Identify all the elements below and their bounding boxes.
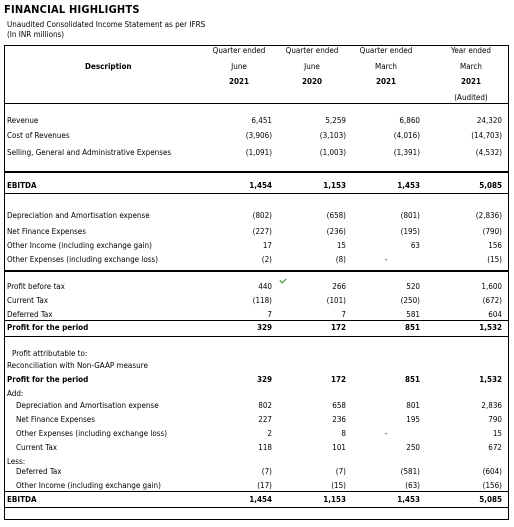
row-label: EBITDA: [7, 181, 37, 190]
table-cell: 1,453: [397, 181, 420, 190]
table-cell: 195: [406, 415, 420, 424]
row-label: EBITDA: [7, 495, 37, 504]
table-cell: 236: [332, 415, 346, 424]
table-cell: 802: [258, 401, 272, 410]
table-cell: 172: [330, 375, 346, 384]
table-cell: (15): [487, 255, 502, 264]
table-cell: (17): [257, 481, 272, 490]
table-cell: 7: [341, 310, 346, 319]
table-cell: 1,453: [397, 495, 420, 504]
column-header-line: Quarter ended: [359, 46, 413, 55]
column-header-line: Quarter ended: [285, 46, 339, 55]
row-label: Other Expenses (including exchange loss): [7, 255, 159, 264]
table-cell: 604: [488, 310, 502, 319]
column-header-line: 2021: [228, 77, 250, 86]
table-cell: 801: [406, 401, 420, 410]
table-cell: 6,860: [399, 116, 420, 125]
table-cell: 658: [332, 401, 346, 410]
table-cell: 790: [488, 415, 502, 424]
statement-subtitle: Unaudited Consolidated Income Statement as per IFRS: [7, 20, 206, 29]
table-cell: 24,320: [476, 116, 502, 125]
table-cell: 1,532: [479, 375, 502, 384]
table-cell: (1,003): [319, 148, 346, 157]
table-cell: (101): [326, 296, 346, 305]
page-title: FINANCIAL HIGHLIGHTS: [4, 3, 140, 16]
row-label: Net Finance Expenses: [16, 415, 95, 424]
column-header-line: 2021: [375, 77, 397, 86]
row-divider: [4, 336, 509, 337]
table-cell: (156): [482, 481, 502, 490]
row-label: Revenue: [7, 116, 39, 125]
row-label: Reconciliation with Non-GAAP measure: [7, 361, 148, 370]
table-cell: (3,906): [245, 131, 272, 140]
row-label: Selling, General and Administrative Expenses: [7, 148, 172, 157]
table-cell: 156: [488, 241, 502, 250]
table-cell: 8: [341, 429, 346, 438]
column-header-line: March: [375, 61, 397, 71]
table-cell: (672): [482, 296, 502, 305]
table-cell: (3,103): [319, 131, 346, 140]
row-divider: [4, 270, 509, 272]
table-cell: 101: [332, 443, 346, 452]
row-divider: [4, 103, 509, 104]
table-cell: -: [384, 255, 388, 264]
row-divider: [4, 193, 509, 194]
table-cell: (2): [261, 255, 272, 264]
row-label: Other Expenses (including exchange loss): [16, 429, 168, 438]
description-header: Description: [85, 62, 132, 71]
table-cell: (14,703): [471, 131, 502, 140]
table-cell: -: [384, 429, 388, 438]
table-cell: 329: [256, 375, 272, 384]
row-label: Depreciation and Amortisation expense: [16, 401, 159, 410]
row-label: Current Tax: [16, 443, 58, 452]
table-cell: (581): [400, 467, 420, 476]
table-cell: 7: [267, 310, 272, 319]
row-label: Cost of Revenues: [7, 131, 70, 140]
row-label: Depreciation and Amortisation expense: [7, 211, 150, 220]
table-cell: 17: [262, 241, 272, 250]
table-cell: 520: [406, 282, 420, 291]
table-cell: 1,454: [249, 181, 272, 190]
row-label: Other Income (including exchange gain): [16, 481, 161, 490]
row-label: Profit for the period: [7, 323, 89, 332]
table-cell: 5,259: [325, 116, 346, 125]
row-divider: [4, 507, 509, 508]
table-cell: (4,532): [475, 148, 502, 157]
table-cell: 266: [332, 282, 346, 291]
row-label: Other Income (including exchange gain): [7, 241, 152, 250]
table-cell: 440: [258, 282, 272, 291]
table-cell: 1,600: [481, 282, 502, 291]
column-header-line: Year ended: [451, 46, 491, 55]
row-label: Add:: [7, 389, 24, 398]
table-cell: 329: [256, 323, 272, 332]
table-cell: (604): [482, 467, 502, 476]
row-label: Deferred Tax: [7, 310, 53, 319]
column-header-line: March: [460, 61, 482, 71]
column-header-line: (Audited): [454, 92, 488, 102]
table-cell: 227: [258, 415, 272, 424]
table-cell: 2,836: [481, 401, 502, 410]
table-cell: 5,085: [479, 495, 502, 504]
table-cell: 1,454: [249, 495, 272, 504]
table-cell: (1,391): [393, 148, 420, 157]
column-header-line: June: [231, 61, 247, 71]
table-cell: 1,532: [479, 323, 502, 332]
row-divider: [4, 491, 509, 492]
table-cell: (790): [482, 227, 502, 236]
column-header-line: 2020: [301, 77, 323, 86]
row-divider: [4, 171, 509, 173]
row-label: Net Finance Expenses: [7, 227, 86, 236]
table-cell: (2,836): [475, 211, 502, 220]
table-cell: (195): [400, 227, 420, 236]
table-cell: (8): [335, 255, 346, 264]
table-cell: 2: [267, 429, 272, 438]
table-cell: (802): [252, 211, 272, 220]
table-cell: 6,451: [251, 116, 272, 125]
row-label: Profit for the period: [7, 375, 89, 384]
table-cell: 851: [404, 375, 420, 384]
table-cell: 63: [410, 241, 420, 250]
units-note: (In INR millions): [7, 30, 65, 39]
row-label: Deferred Tax: [16, 467, 62, 476]
table-cell: 172: [330, 323, 346, 332]
row-label: Profit before tax: [7, 282, 65, 291]
table-cell: (7): [335, 467, 346, 476]
column-header-line: Quarter ended: [212, 46, 266, 55]
table-cell: 15: [336, 241, 346, 250]
table-cell: 672: [488, 443, 502, 452]
table-cell: 250: [406, 443, 420, 452]
table-cell: 1,153: [323, 495, 346, 504]
table-cell: 851: [404, 323, 420, 332]
table-cell: (4,016): [393, 131, 420, 140]
table-cell: 1,153: [323, 181, 346, 190]
row-divider: [4, 320, 509, 321]
row-label: Profit attributable to:: [12, 349, 88, 358]
table-cell: (236): [326, 227, 346, 236]
row-label: Current Tax: [7, 296, 49, 305]
table-cell: 581: [406, 310, 420, 319]
table-cell: 15: [492, 429, 502, 438]
table-cell: (1,091): [245, 148, 272, 157]
column-header-line: 2021: [460, 77, 482, 86]
column-header-line: June: [304, 61, 320, 71]
table-cell: (15): [331, 481, 346, 490]
table-cell: (227): [252, 227, 272, 236]
table-cell: (801): [400, 211, 420, 220]
table-cell: (7): [261, 467, 272, 476]
table-cell: (250): [400, 296, 420, 305]
table-cell: (658): [326, 211, 346, 220]
table-cell: (118): [252, 296, 272, 305]
table-cell: 5,085: [479, 181, 502, 190]
table-cell: 118: [258, 443, 272, 452]
table-cell: (63): [405, 481, 420, 490]
row-label: Less:: [7, 457, 26, 466]
